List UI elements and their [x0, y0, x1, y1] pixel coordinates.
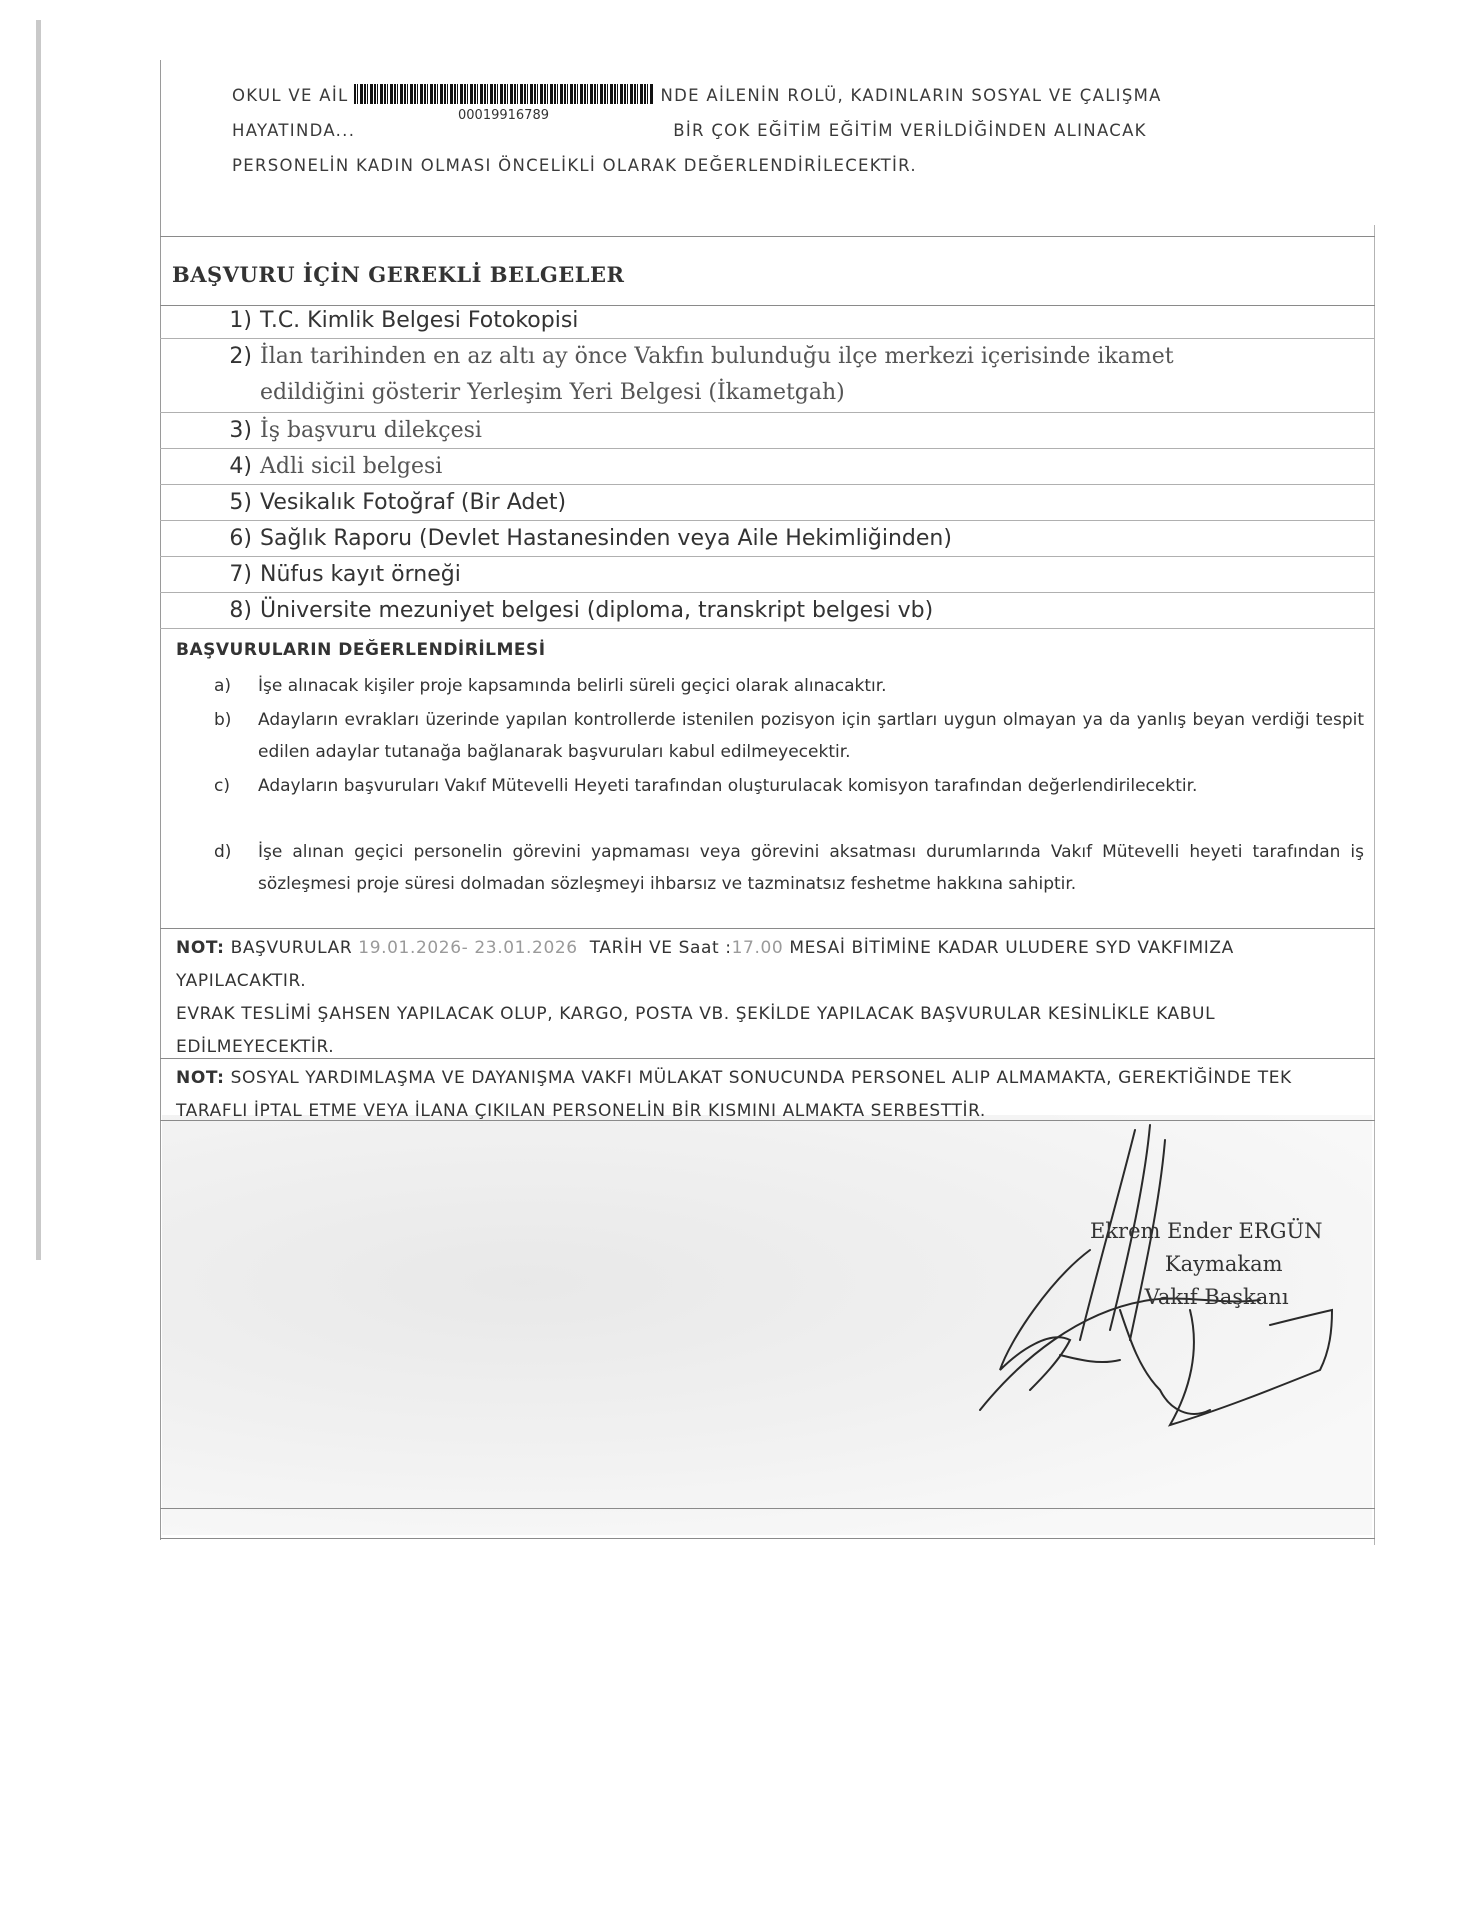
- divider: [160, 628, 1375, 629]
- item-text: Adayların evrakları üzerinde yapılan kontrollerde istenilen pozisyon için şartları uygun olmayan ya da yanlış beyan verdiği tespit edilen adaylar tutanağa bağlanarak başvuruları kabul edilmeyecektir.: [258, 710, 1364, 762]
- evaluation-item: [214, 704, 1364, 768]
- item-text: Adayların başvuruları Vakıf Mütevelli Heyeti tarafından oluşturulacak komisyon tarafından değerlendirilecektir.: [258, 776, 1198, 796]
- barcode-icon: [354, 84, 654, 104]
- item-text: Nüfus kayıt örneği: [260, 562, 461, 587]
- divider: [160, 236, 1375, 237]
- note-text: MESAİ BİTİMİNE KADAR ULUDERE SYD VAKFIMIZA YAPILACAKTIR.: [176, 938, 1234, 991]
- divider: [160, 305, 1375, 306]
- item-number: 7): [229, 562, 252, 587]
- item-text: Üniversite mezuniyet belgesi (diploma, transkript belgesi vb): [260, 598, 934, 623]
- requirement-item: [210, 344, 1174, 369]
- evaluation-item: [214, 836, 1364, 900]
- signatory-title: Vakıf Başkanı: [1144, 1285, 1289, 1309]
- signatory-title: Kaymakam: [1164, 1252, 1283, 1276]
- evaluation-item: [214, 770, 1364, 802]
- divider: [160, 1508, 1375, 1509]
- item-number: 1): [229, 308, 252, 333]
- divider: [160, 520, 1375, 521]
- note-dates: 19.01.2026- 23.01.2026: [358, 938, 578, 958]
- intro-text: BİR ÇOK EĞİTİM EĞİTİM VERİLDİĞİNDEN ALINACAK: [673, 121, 1147, 140]
- item-text: T.C. Kimlik Belgesi Fotokopisi: [260, 308, 579, 333]
- requirement-item: [210, 562, 461, 587]
- note-text: TARİH VE Saat :: [589, 938, 732, 958]
- divider: [160, 1538, 1375, 1539]
- item-number: 6): [229, 526, 252, 551]
- item-number: 8): [229, 598, 252, 623]
- item-label: d): [214, 842, 232, 862]
- note-label: NOT:: [176, 1068, 225, 1088]
- requirement-item: [210, 490, 566, 515]
- item-text: İşe alınan geçici personelin görevini yapmaması veya görevini aksatması durumlarında Vakıf Mütevelli heyeti tarafından iş sözleşmesi proje süresi dolmadan sözleşmeyi ihbarsız ve tazminatsız feshetme hakkına sahiptir.: [258, 842, 1364, 894]
- note-application-dates: [176, 932, 1366, 1064]
- requirement-item: [210, 598, 933, 623]
- table-border-left: [160, 60, 161, 1540]
- item-text: İlan tarihinden en az altı ay önce Vakfın bulunduğu ilçe merkezi içerisinde ikamet: [260, 344, 1174, 369]
- requirements-title: BAŞVURU İÇİN GEREKLİ BELGELER: [172, 262, 625, 287]
- item-number: 4): [229, 454, 252, 479]
- requirement-item-continued: [210, 380, 845, 405]
- note-text: BAŞVURULAR: [230, 938, 353, 958]
- divider: [160, 484, 1375, 485]
- requirement-item: [210, 308, 578, 333]
- item-number: 2): [229, 344, 252, 369]
- intro-text: OKUL VE AİL: [232, 86, 349, 105]
- intro-text: HAYATINDA...: [232, 121, 356, 140]
- item-text: İş başvuru dilekçesi: [260, 418, 482, 443]
- divider: [160, 556, 1375, 557]
- intro-text: NDE AİLENİN ROLÜ, KADINLARIN SOSYAL VE ÇALIŞMA: [660, 86, 1162, 105]
- divider: [160, 448, 1375, 449]
- requirement-item: [210, 418, 482, 443]
- note-time: 17.00: [731, 938, 784, 958]
- item-number: 3): [229, 418, 252, 443]
- item-text: İşe alınacak kişiler proje kapsamında belirli süreli geçici olarak alınacaktır.: [258, 676, 887, 696]
- scan-edge: [36, 20, 41, 1260]
- item-text: Vesikalık Fotoğraf (Bir Adet): [260, 490, 567, 515]
- item-label: a): [214, 676, 232, 696]
- divider: [160, 592, 1375, 593]
- note-text: SOSYAL YARDIMLAŞMA VE DAYANIŞMA VAKFI MÜLAKAT SONUCUNDA PERSONEL ALIP ALMAMAKTA, GEREKTİĞİNDE TEK TARAFLI İPTAL ETME VEYA İLANA ÇIKILAN PERSONELİN BİR KISMINI ALMAKTA SERBESTTİR.: [176, 1068, 1292, 1121]
- item-text: Sağlık Raporu (Devlet Hastanesinden veya Aile Hekimliğinden): [260, 526, 952, 551]
- item-label: c): [214, 776, 230, 796]
- note-text: EVRAK TESLİMİ ŞAHSEN YAPILACAK OLUP, KARGO, POSTA VB. ŞEKİLDE YAPILACAK BAŞVURULAR KESİNLİKLE KABUL EDİLMEYECEKTİR.: [176, 1004, 1216, 1057]
- signature-block: [1090, 1215, 1323, 1314]
- note-label: NOT:: [176, 938, 225, 958]
- requirement-item: [210, 454, 442, 479]
- item-text: edildiğini gösterir Yerleşim Yeri Belgesi (İkametgah): [260, 380, 845, 405]
- divider: [160, 412, 1375, 413]
- divider: [160, 928, 1375, 929]
- barcode-number: 00019916789: [458, 108, 549, 123]
- requirement-item: [210, 526, 952, 551]
- item-number: 5): [229, 490, 252, 515]
- divider: [160, 338, 1375, 339]
- item-label: b): [214, 710, 232, 730]
- table-border-right: [1374, 225, 1375, 1545]
- evaluation-item: [214, 670, 1364, 702]
- item-text: Adli sicil belgesi: [260, 454, 443, 479]
- evaluation-title: BAŞVURULARIN DEĞERLENDİRİLMESİ: [176, 640, 546, 660]
- intro-paragraph: [232, 78, 1352, 183]
- intro-text: PERSONELİN KADIN OLMASI ÖNCELİKLİ OLARAK DEĞERLENDİRİLECEKTİR.: [232, 156, 917, 175]
- signatory-name: Ekrem Ender ERGÜN: [1090, 1219, 1323, 1243]
